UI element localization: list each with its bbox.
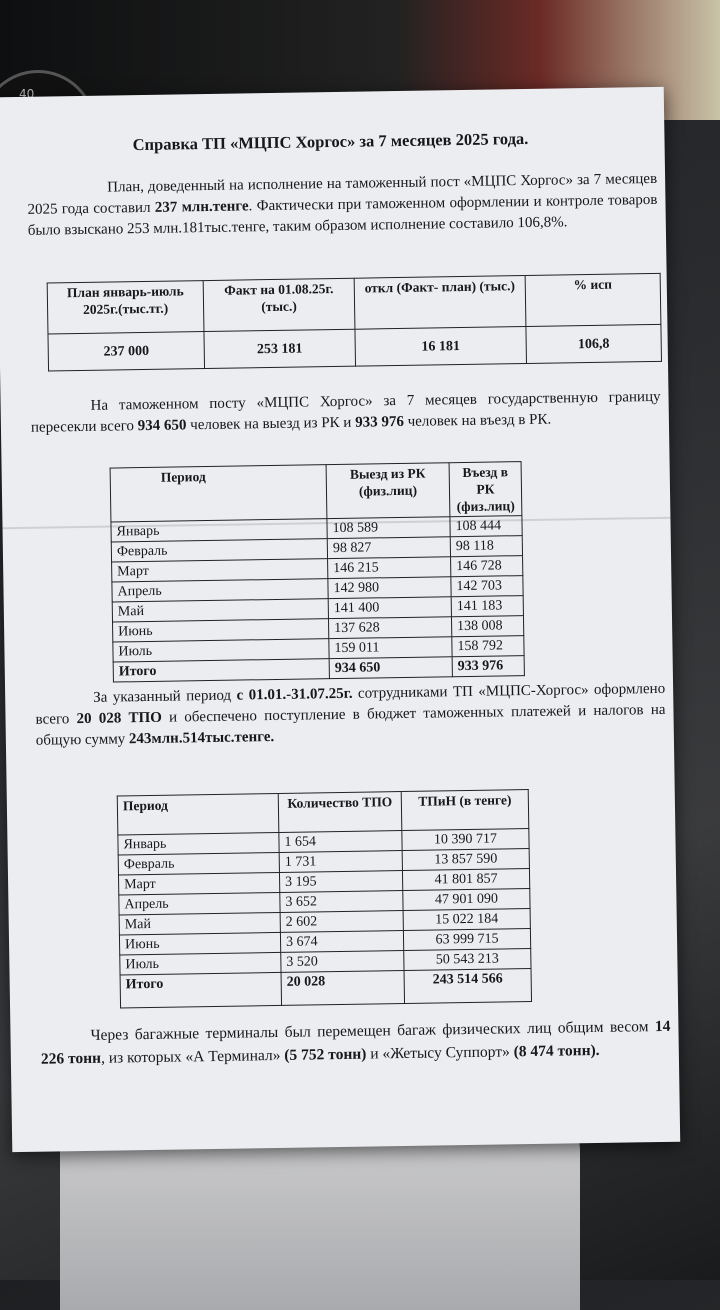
tpo-table-cell: 2 602 bbox=[280, 911, 403, 933]
tpo-table-cell: 13 857 590 bbox=[402, 849, 529, 871]
border-table-cell: 141 183 bbox=[451, 596, 523, 617]
plan-header-percent: % исп bbox=[525, 273, 661, 326]
dashboard-gauge: 40 bbox=[0, 70, 96, 186]
border-table-cell: 159 011 bbox=[329, 637, 452, 659]
tpo-header-count: Количество ТПО bbox=[278, 792, 402, 833]
plan-header-deviation: откл (Факт- план) (тыс.) bbox=[354, 276, 526, 330]
tpo-table-cell: 3 520 bbox=[281, 951, 404, 973]
plan-value-percent: 106,8 bbox=[526, 324, 662, 363]
border-table-cell: 141 400 bbox=[328, 597, 451, 619]
border-table-cell: Май bbox=[112, 599, 328, 622]
tpo-table-cell: 15 022 184 bbox=[403, 909, 530, 931]
tpo-table-cell: Февраль bbox=[118, 852, 279, 875]
tpo-table-cell: 1 731 bbox=[279, 851, 402, 873]
border-table-cell: 138 008 bbox=[451, 616, 523, 637]
tpo-table-cell: Июль bbox=[120, 952, 281, 975]
border-table-cell: Январь bbox=[111, 519, 327, 542]
tpo-table-cell: Апрель bbox=[119, 892, 280, 915]
tpo-table-cell: 1 654 bbox=[279, 831, 402, 853]
border-table-cell: Февраль bbox=[111, 539, 327, 562]
border-table-cell: 98 827 bbox=[327, 537, 450, 559]
plan-header-plan: План январь-июль 2025г.(тыс.тг.) bbox=[47, 281, 204, 334]
tpo-table-cell: 3 674 bbox=[280, 931, 403, 953]
tpo-table-cell: 47 901 090 bbox=[403, 889, 530, 911]
border-table bbox=[110, 461, 525, 682]
border-table-cell: Июль bbox=[113, 639, 329, 662]
document-title: Справка ТП «МЦПС Хоргос» за 7 месяцев 2025 года. bbox=[132, 128, 529, 155]
border-table-cell: 146 728 bbox=[451, 556, 523, 577]
tpo-table-cell: 41 801 857 bbox=[402, 869, 529, 891]
border-header-entry: Въезд в РК (физ.лиц) bbox=[449, 462, 522, 517]
tpo-table-cell: Май bbox=[119, 912, 280, 935]
tpo-table-cell: 3 652 bbox=[280, 891, 403, 913]
border-total-exit: 934 650 bbox=[329, 657, 452, 679]
border-table-cell: 137 628 bbox=[328, 617, 451, 639]
tpo-header-period: Период bbox=[117, 793, 279, 835]
border-total-entry: 933 976 bbox=[452, 656, 524, 677]
paper-document bbox=[0, 87, 680, 1152]
border-paragraph: На таможенном посту «МЦПС Хоргос» за 7 месяцев государственную границу пересекли всего 934 650 человек на выезд из РК и 933 976 человек на въезд в РК. bbox=[30, 388, 661, 436]
border-table-cell: 158 792 bbox=[452, 636, 524, 657]
tpo-table-cell: 3 195 bbox=[279, 871, 402, 893]
baggage-paragraph: Через багажные терминалы был перемещен багаж физических лиц общим весом 14 226 тонн, из которых «А Терминал» (5 752 тонн) и «Жетысу Суппорт» (8 474 тонн). bbox=[40, 1017, 671, 1068]
plan-value-fact: 253 181 bbox=[204, 329, 356, 368]
tpo-total-label: Итого bbox=[120, 972, 281, 1008]
plan-value-deviation: 16 181 bbox=[355, 327, 527, 367]
tpo-total-count: 20 028 bbox=[281, 971, 405, 1006]
border-table-cell: 142 980 bbox=[328, 577, 451, 599]
tpo-table-cell: 63 999 715 bbox=[403, 929, 530, 951]
border-total-label: Итого bbox=[113, 659, 329, 682]
border-table-cell: Март bbox=[112, 559, 328, 582]
border-table-cell: 108 444 bbox=[450, 516, 522, 537]
plan-paragraph: План, доведенный на исполнение на таможенный пост «МЦПС Хоргос» за 7 месяцев 2025 года составил 237 млн.тенге. Фактически при таможенном оформлении и контроле товаров было взыскано 253 млн.181тыс.тенге, таким образом исполнение составило 106,8%. bbox=[27, 170, 658, 239]
border-header-exit: Выезд из РК (физ.лиц) bbox=[326, 463, 450, 519]
border-table-cell: Июнь bbox=[113, 619, 329, 642]
border-table-cell: Апрель bbox=[112, 579, 328, 602]
plan-table bbox=[47, 273, 662, 372]
plan-value-plan: 237 000 bbox=[48, 332, 205, 371]
tpo-header-amount: ТПиН (в тенге) bbox=[401, 790, 529, 831]
tpo-table-cell: Июнь bbox=[119, 932, 280, 955]
border-table-cell: 98 118 bbox=[450, 536, 522, 557]
tpo-paragraph: За указанный период с 01.01.-31.07.25г. сотрудниками ТП «МЦПС-Хоргос» оформлено всего 20 028 ТПО и обеспечено поступление в бюджет таможенных платежей и налогов на общую сумму 243млн.514тыс.тенге. bbox=[35, 680, 666, 749]
plan-header-fact: Факт на 01.08.25г. (тыс.) bbox=[203, 278, 355, 331]
tpo-table-cell: Январь bbox=[118, 832, 279, 855]
border-header-period: Период bbox=[110, 465, 327, 522]
border-table-cell: 108 589 bbox=[327, 517, 450, 539]
border-table-cell: 142 703 bbox=[451, 576, 523, 597]
tpo-table bbox=[117, 789, 532, 1008]
tpo-table-cell: 50 543 213 bbox=[404, 949, 531, 971]
border-table-cell: 146 215 bbox=[328, 557, 451, 579]
tpo-table-cell: Март bbox=[118, 872, 279, 895]
tpo-total-amount: 243 514 566 bbox=[404, 969, 532, 1004]
tpo-table-cell: 10 390 717 bbox=[402, 829, 529, 851]
